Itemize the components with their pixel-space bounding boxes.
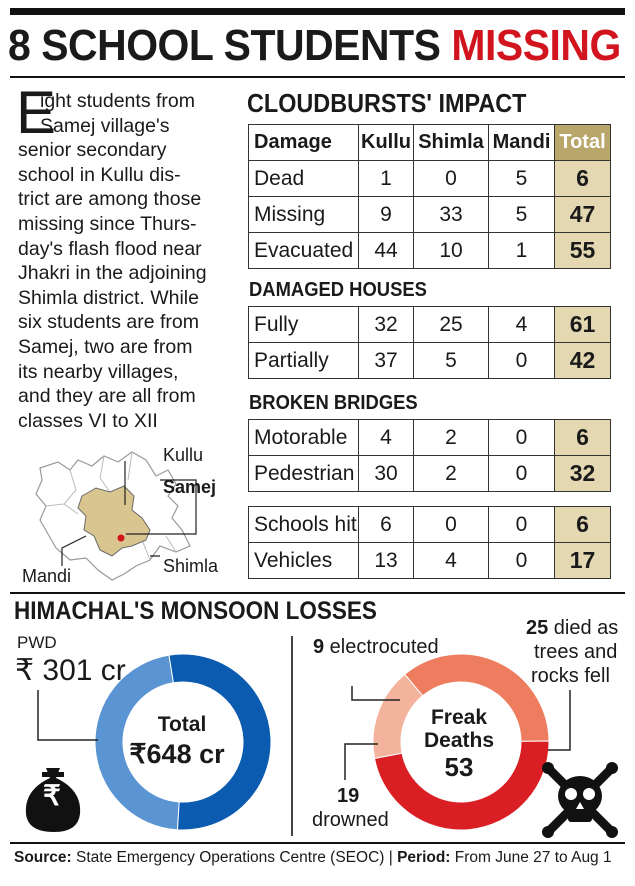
- electrocuted-annotation: [313, 635, 439, 659]
- story-line: and they are all from: [18, 385, 196, 408]
- story-line: Samej village's: [40, 114, 170, 137]
- cell: 0: [414, 507, 489, 543]
- cell: 5: [489, 197, 555, 233]
- freak-deaths-label: [404, 706, 514, 782]
- period-label: Period:: [397, 849, 451, 866]
- trees-annotation-line1: [526, 616, 618, 640]
- col-header: Damage: [249, 125, 359, 161]
- cell: 1: [489, 233, 555, 269]
- cell: 44: [359, 233, 414, 269]
- col-header: Kullu: [359, 125, 414, 161]
- story-line: ight students from: [40, 90, 195, 112]
- source-label: Source:: [14, 849, 72, 866]
- cell-total: 32: [555, 456, 611, 492]
- electrocuted-count: 9: [313, 636, 325, 658]
- row-label: Evacuated: [249, 233, 359, 269]
- story-line: Jhakri in the adjoining: [18, 262, 207, 285]
- cell: 5: [489, 161, 555, 197]
- bottom-rule: [10, 842, 625, 844]
- col-header: Mandi: [489, 125, 555, 161]
- trees-leader-line: [548, 690, 570, 750]
- trees-count: 25: [526, 617, 549, 639]
- cell: 6: [359, 507, 414, 543]
- drowned-count: [337, 784, 359, 808]
- story-line: day's flash flood near: [18, 237, 202, 260]
- dropcap: E: [16, 79, 57, 146]
- cell: 0: [489, 507, 555, 543]
- row-label: Motorable: [249, 420, 359, 456]
- cell: 0: [489, 343, 555, 379]
- col-header-total: Total: [555, 125, 611, 161]
- cell-total: 6: [555, 507, 611, 543]
- cell: 0: [489, 456, 555, 492]
- story-line: trict are among those: [18, 188, 202, 211]
- row-label: Dead: [249, 161, 359, 197]
- row-label: Fully: [249, 307, 359, 343]
- row-label: Partially: [249, 343, 359, 379]
- story-line: six students are from: [18, 311, 199, 334]
- headline-text: 8 SCHOOL STUDENTS: [8, 21, 452, 70]
- map-label-kullu: Kullu: [163, 445, 204, 465]
- electrocuted-text: electrocuted: [324, 636, 439, 658]
- map-label-shimla: Shimla: [163, 556, 219, 576]
- source-line: [14, 849, 612, 867]
- map-label-mandi: Mandi: [22, 566, 72, 586]
- total-value: ₹648 cr: [129, 739, 225, 769]
- donut-total-label: [129, 712, 232, 770]
- cell-total: 6: [555, 420, 611, 456]
- cell: 4: [359, 420, 414, 456]
- source-text: State Emergency Operations Centre (SEOC) |: [71, 849, 398, 866]
- period-text: From June 27 to Aug 1: [450, 849, 612, 866]
- story-line: missing since Thurs-: [18, 212, 197, 235]
- cell: 25: [414, 307, 489, 343]
- cell: 0: [489, 420, 555, 456]
- rupee-icon: ₹: [43, 780, 61, 811]
- headline-accent: MISSING: [451, 21, 621, 70]
- bridges-title: BROKEN BRIDGES: [249, 392, 418, 414]
- cell: 33: [414, 197, 489, 233]
- cell: 32: [359, 307, 414, 343]
- story-line: Shimla district. While: [18, 286, 199, 309]
- row-label: Vehicles: [249, 543, 359, 579]
- cell: 4: [414, 543, 489, 579]
- row-label: Pedestrian: [249, 456, 359, 492]
- cell-total: 55: [555, 233, 611, 269]
- cell: 1: [359, 161, 414, 197]
- cell: 5: [414, 343, 489, 379]
- freak-label: Freak Deaths: [423, 706, 495, 752]
- pwd-label: PWD: [17, 633, 57, 652]
- cell-total: 17: [555, 543, 611, 579]
- impact-title: CLOUDBURSTS' IMPACT: [247, 88, 527, 118]
- story-line: senior secondary: [18, 139, 167, 162]
- trees-text-2: trees and: [534, 641, 618, 663]
- story-line: its nearby villages,: [18, 360, 179, 383]
- losses-title: HIMACHAL'S MONSOON LOSSES: [14, 597, 377, 625]
- total-label: Total: [157, 713, 207, 736]
- pwd-value: ₹ 301 cr: [15, 654, 126, 687]
- row-label: Schools hit: [249, 507, 359, 543]
- row-label: Missing: [249, 197, 359, 233]
- story-line: school in Kullu dis-: [18, 163, 181, 186]
- story-line: Samej, two are from: [18, 335, 193, 358]
- trees-text-3: rocks fell: [531, 665, 610, 687]
- freak-value: 53: [444, 752, 474, 782]
- drowned-text: drowned: [312, 809, 389, 831]
- cell: 37: [359, 343, 414, 379]
- cell-total: 61: [555, 307, 611, 343]
- cell: 0: [489, 543, 555, 579]
- cell: 10: [414, 233, 489, 269]
- cell: 2: [414, 456, 489, 492]
- cell: 4: [489, 307, 555, 343]
- pwd-leader-line: [38, 690, 98, 740]
- cell: 9: [359, 197, 414, 233]
- drowned-number: 19: [337, 785, 360, 807]
- houses-title: DAMAGED HOUSES: [249, 279, 427, 301]
- trees-text-1: died as: [548, 617, 619, 639]
- cell: 13: [359, 543, 414, 579]
- cell-total: 42: [555, 343, 611, 379]
- cell-total: 47: [555, 197, 611, 233]
- map-label-samej: Samej: [163, 477, 217, 497]
- cell: 0: [414, 161, 489, 197]
- col-header: Shimla: [414, 125, 489, 161]
- cell: 30: [359, 456, 414, 492]
- cell-total: 6: [555, 161, 611, 197]
- story-line: classes VI to XII: [18, 409, 158, 432]
- skull-crossbones-icon: [542, 762, 618, 838]
- cell: 2: [414, 420, 489, 456]
